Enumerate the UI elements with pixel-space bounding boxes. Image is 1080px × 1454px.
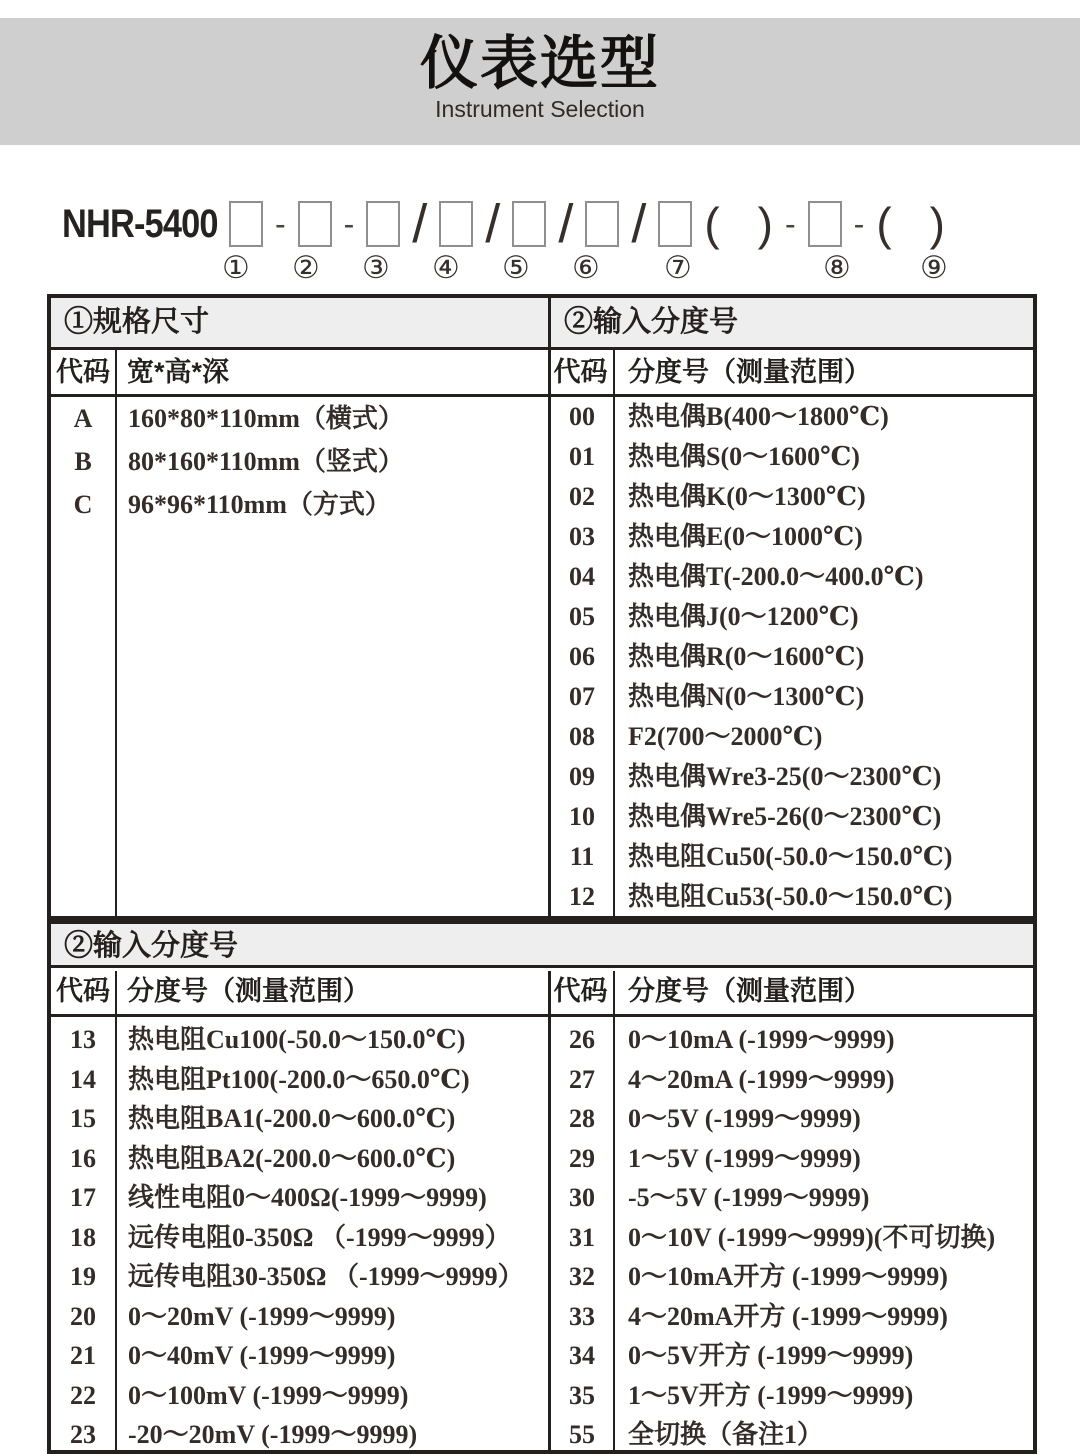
row-desc: 0～5V开方 (-1999～9999): [628, 1341, 914, 1370]
row-code: 07: [569, 682, 595, 711]
model-box: [229, 201, 263, 247]
row-code: 32: [569, 1262, 595, 1291]
row-code: 27: [569, 1064, 595, 1094]
row-desc: 0～40mV (-1999～9999): [128, 1341, 396, 1370]
section-title-spec-size: ①规格尺寸: [64, 306, 210, 338]
row-code: 01: [569, 442, 595, 471]
row-desc: 0～20mV (-1999～9999): [128, 1301, 396, 1331]
model-separator: /: [558, 194, 574, 254]
row-desc: 4～20mA开方 (-1999～9999): [628, 1301, 948, 1331]
model-box: [439, 201, 473, 247]
table-row: [551, 397, 1033, 437]
table-row: [51, 1020, 548, 1060]
table-row: [51, 1297, 548, 1337]
row-desc: 全切换（备注1）: [628, 1420, 824, 1449]
position-circle-1: ①: [222, 250, 250, 286]
column-header-code: 代码: [56, 357, 110, 387]
column-header-code: 代码: [56, 976, 110, 1006]
row-desc: 0～10V (-1999～9999)(不可切换): [628, 1222, 996, 1252]
row-code: 26: [569, 1025, 595, 1054]
table2-column-header-row: [51, 968, 1033, 1017]
position-circle-row: [0, 250, 1080, 286]
model-separator: ): [757, 198, 773, 250]
row-desc: 远传电阻0-350Ω （-1999～9999）: [128, 1222, 511, 1252]
row-desc: 热电偶S(0～1600℃): [628, 442, 860, 471]
table-row: [51, 1257, 548, 1297]
model-separator: -: [343, 206, 355, 242]
position-circle-4: ④: [432, 250, 460, 286]
row-desc: 热电阻BA2(-200.0～600.0℃): [128, 1143, 456, 1173]
model-separator: -: [274, 206, 286, 242]
row-code: 23: [70, 1420, 96, 1449]
row-code: 05: [569, 602, 595, 631]
row-code: 35: [569, 1380, 595, 1410]
row-code: 03: [569, 522, 595, 551]
model-separator: (: [704, 198, 720, 250]
table-row: [551, 1257, 1033, 1297]
row-desc: 热电偶N(0～1300℃): [628, 682, 865, 711]
row-code: 22: [70, 1380, 96, 1410]
row-desc: 热电偶E(0～1000℃): [628, 522, 863, 551]
table-row: [51, 397, 548, 440]
table-row: [551, 437, 1033, 477]
row-code: 02: [569, 482, 595, 511]
table-row: [551, 757, 1033, 797]
row-code: 00: [569, 402, 595, 431]
row-code: 13: [70, 1025, 96, 1054]
table-row: [51, 1218, 548, 1258]
page-subtitle: Instrument Selection: [435, 96, 645, 122]
row-code: 10: [569, 802, 595, 831]
row-desc: -20～20mV (-1999～9999): [128, 1420, 418, 1449]
row-desc: 1～5V开方 (-1999～9999): [628, 1380, 914, 1410]
column-header-code: 代码: [553, 357, 608, 387]
table-row: [551, 477, 1033, 517]
table-row: [51, 1099, 548, 1139]
model-box: [585, 201, 619, 247]
table-row: [51, 1376, 548, 1416]
model-separator: /: [485, 194, 501, 254]
row-code: 34: [569, 1341, 595, 1370]
row-desc: -5～5V (-1999～9999): [628, 1183, 870, 1212]
row-code: A: [73, 404, 93, 433]
table-row: [551, 797, 1033, 837]
row-code: 04: [569, 562, 595, 591]
table1-column-header-row: [51, 350, 1033, 397]
row-code: 16: [70, 1143, 96, 1173]
column-header-code: 代码: [553, 976, 608, 1006]
table-row: [551, 1099, 1033, 1139]
section-title-input-code: ②输入分度号: [564, 306, 739, 338]
column-header-range: 分度号（测量范围）: [127, 976, 370, 1006]
table-row: [551, 677, 1033, 717]
table-row: [51, 1060, 548, 1100]
position-circle-7: ⑦: [664, 250, 692, 286]
table-row: [551, 1060, 1033, 1100]
table-input-continued: [47, 920, 1037, 1454]
model-box: [298, 201, 332, 247]
section-title-input-code-2: ②输入分度号: [51, 924, 1033, 968]
column-header-range: 分度号（测量范围）: [628, 357, 871, 387]
row-desc: 80*160*110mm（竖式）: [128, 447, 404, 476]
model-box: [512, 201, 546, 247]
table-row: [551, 597, 1033, 637]
row-code: 12: [569, 882, 595, 911]
row-desc: 0～100mV (-1999～9999): [128, 1380, 409, 1410]
position-circle-6: ⑥: [572, 250, 600, 286]
row-code: 06: [569, 642, 595, 671]
table-row: [551, 517, 1033, 557]
row-code: 18: [70, 1222, 96, 1252]
row-code: C: [73, 490, 93, 519]
model-separator: /: [412, 194, 428, 254]
row-desc: 热电阻Pt100(-200.0～650.0℃): [128, 1064, 470, 1094]
row-desc: 0～10mA (-1999～9999): [628, 1025, 895, 1054]
model-code-line: [62, 196, 945, 252]
table-row: [551, 837, 1033, 877]
table-row: [551, 1139, 1033, 1179]
model-box: [366, 201, 400, 247]
row-desc: 线性电阻0～400Ω(-1999～9999): [128, 1183, 487, 1212]
table-row: [551, 1376, 1033, 1416]
model-separator: -: [853, 206, 865, 242]
row-code: 09: [569, 762, 595, 791]
row-desc: 热电偶Wre3-25(0～2300℃): [628, 762, 942, 791]
position-circle-2: ②: [292, 250, 320, 286]
table-row: [551, 1415, 1033, 1454]
table-row: [551, 1336, 1033, 1376]
row-desc: 热电阻Cu50(-50.0～150.0℃): [628, 842, 953, 871]
table-row: [51, 1415, 548, 1454]
row-code: 21: [70, 1341, 96, 1370]
row-desc: 0～5V (-1999～9999): [628, 1104, 861, 1133]
column-header-dimensions: 宽*高*深: [127, 357, 230, 387]
row-desc: 热电偶Wre5-26(0～2300℃): [628, 802, 942, 831]
row-desc: 160*80*110mm（横式）: [128, 404, 404, 433]
model-separator: (: [876, 198, 892, 250]
table-row: [51, 483, 548, 526]
row-code: 08: [569, 722, 595, 751]
position-circle-5: ⑤: [502, 250, 530, 286]
row-code: 20: [70, 1301, 96, 1331]
row-desc: 热电阻Cu100(-50.0～150.0℃): [128, 1025, 466, 1054]
column-header-range: 分度号（测量范围）: [628, 976, 871, 1006]
position-circle-3: ③: [362, 250, 390, 286]
row-code: 11: [569, 842, 595, 871]
input-code-rows-26-55: [551, 1020, 1033, 1454]
model-box: [808, 201, 842, 247]
table-row: [551, 637, 1033, 677]
model-separator: /: [631, 194, 647, 254]
row-desc: 热电偶T(-200.0～400.0℃): [628, 562, 924, 591]
row-code: B: [74, 447, 92, 476]
table-row: [51, 1178, 548, 1218]
table-row: [551, 1178, 1033, 1218]
model-separator: ): [929, 198, 945, 250]
row-code: 31: [569, 1222, 595, 1252]
position-circle-8: ⑧: [823, 250, 851, 286]
table-row: [551, 557, 1033, 597]
row-desc: 热电偶J(0～1200℃): [628, 602, 859, 631]
table-row: [51, 1336, 548, 1376]
input-code-rows-00-12: [551, 397, 1033, 917]
row-code: 33: [569, 1301, 595, 1331]
row-desc: 4～20mA (-1999～9999): [628, 1064, 895, 1094]
row-desc: 0～10mA开方 (-1999～9999): [628, 1262, 948, 1291]
row-desc: 热电偶R(0～1600℃): [628, 642, 865, 671]
page-title: 仪表选型: [419, 31, 660, 96]
row-desc: 96*96*110mm（方式）: [128, 490, 391, 519]
row-code: 29: [569, 1143, 595, 1173]
position-circle-9: ⑨: [920, 250, 948, 286]
row-desc: 热电阻BA1(-200.0～600.0℃): [128, 1104, 456, 1133]
input-code-rows-13-23: [51, 1020, 548, 1454]
model-token-strip: [229, 194, 945, 254]
spec-size-rows: [51, 397, 548, 526]
table-spec-and-input: [47, 294, 1037, 920]
row-desc: 1～5V (-1999～9999): [628, 1143, 861, 1173]
table-row: [551, 1218, 1033, 1258]
row-code: 14: [70, 1064, 96, 1094]
table-row: [551, 717, 1033, 757]
model-separator: -: [785, 206, 796, 242]
row-code: 19: [70, 1262, 96, 1291]
row-code: 55: [569, 1420, 595, 1449]
table-row: [51, 440, 548, 483]
row-desc: 热电阻Cu53(-50.0～150.0℃): [628, 882, 953, 911]
row-code: 15: [70, 1104, 96, 1133]
title-band: [0, 18, 1080, 145]
table1-section-header: [51, 298, 1033, 350]
table-row: [551, 877, 1033, 917]
row-code: 30: [569, 1183, 595, 1212]
table-row: [51, 1139, 548, 1179]
row-desc: 热电偶K(0～1300℃): [628, 482, 866, 511]
row-code: 28: [569, 1104, 595, 1133]
row-code: 17: [70, 1183, 96, 1212]
table-row: [551, 1020, 1033, 1060]
row-desc: F2(700～2000℃): [628, 722, 823, 751]
model-prefix: NHR-5400: [62, 201, 218, 246]
row-desc: 远传电阻30-350Ω （-1999～9999）: [128, 1262, 524, 1291]
model-box: [658, 201, 692, 247]
table-row: [551, 1297, 1033, 1337]
row-desc: 热电偶B(400～1800℃): [628, 402, 889, 431]
